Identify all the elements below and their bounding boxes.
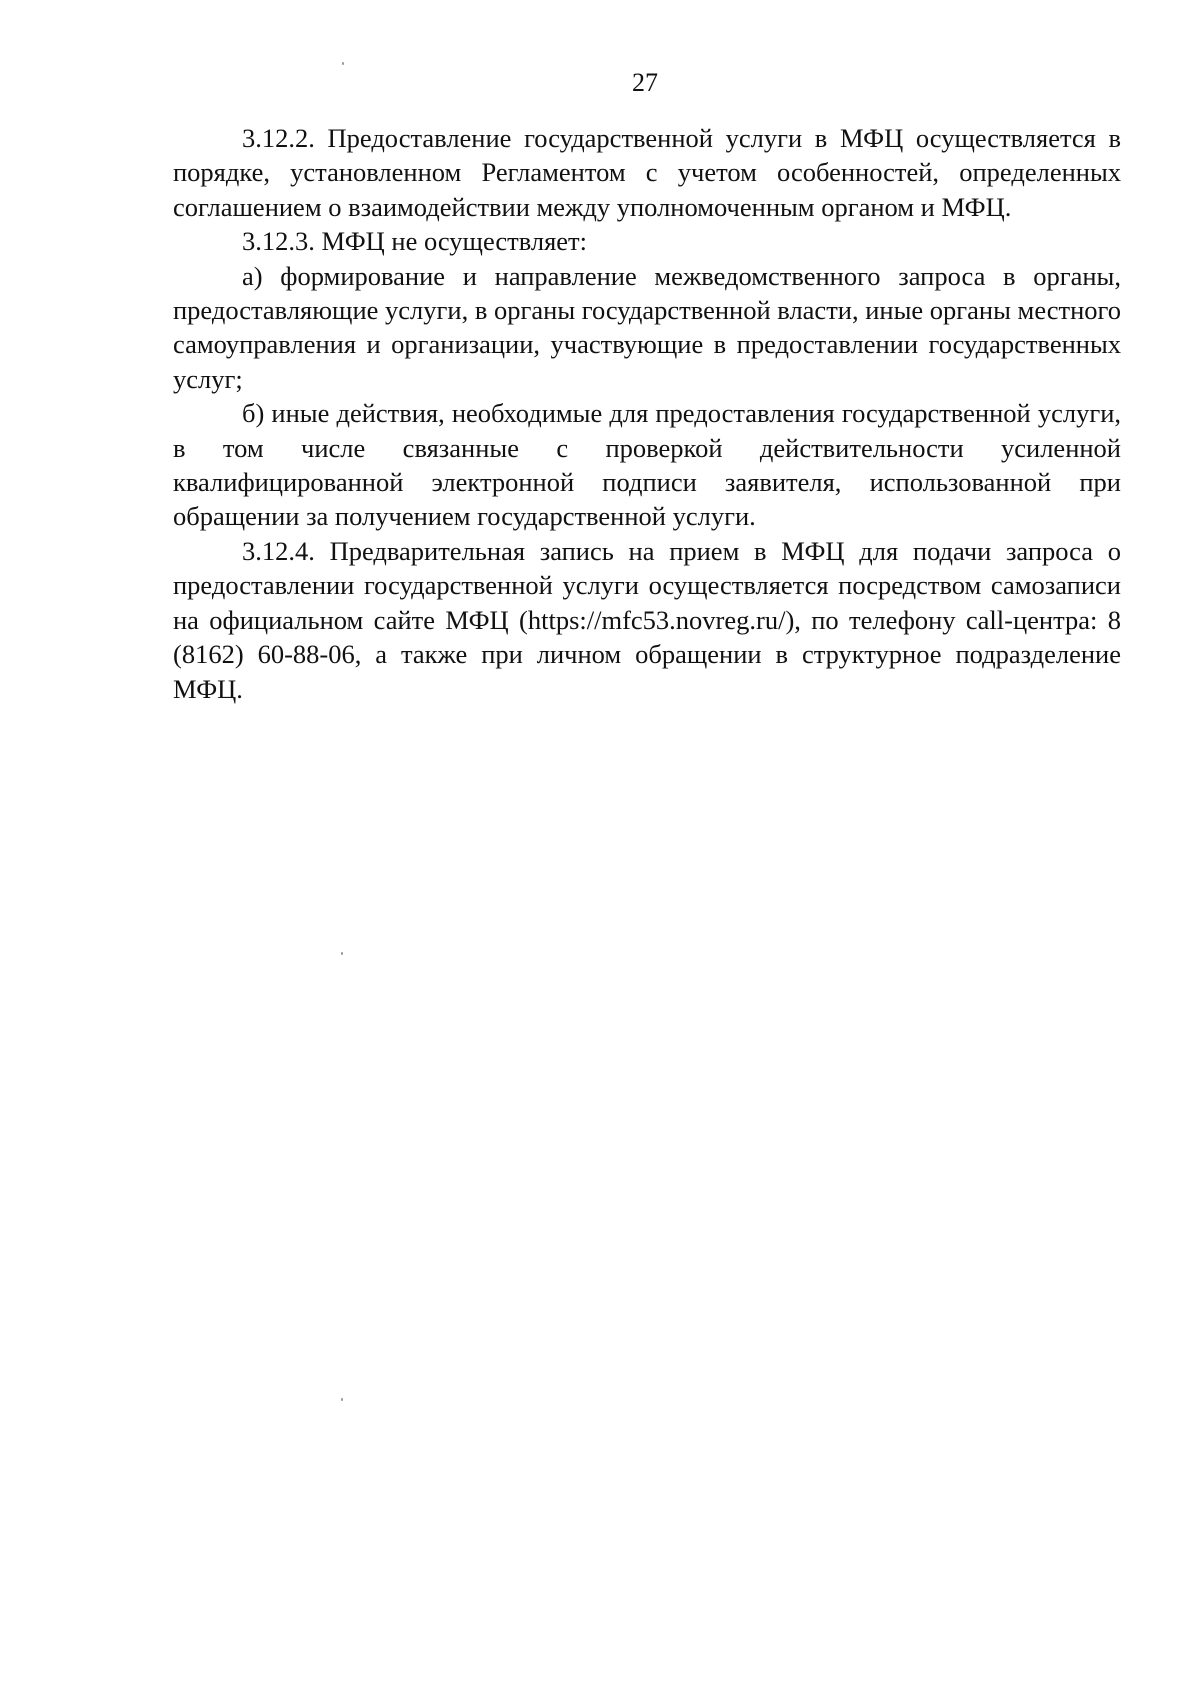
paragraph-item-b: б) иные действия, необходимые для предоставления государственной услуги, в том числе связанные с проверкой действительности усиленной квалифицированной электронной подписи заявителя, использованной при обращении за получением государственной услуги. <box>173 398 1121 532</box>
scan-speck <box>342 62 344 65</box>
scan-speck <box>341 1398 343 1401</box>
paragraph-3-12-4: 3.12.4. Предварительная запись на прием в МФЦ для подачи запроса о предоставлении государственной услуги осуществляется посредством самозаписи на официальном сайте МФЦ (https://mfc53.novreg.ru/), по телефону call-центра: 8 (8162) 60-88-06, а также при личном обращении в структурное подразделение МФЦ. <box>173 535 1121 704</box>
document-body <box>173 121 1121 706</box>
paragraph-item-a: а) формирование и направление межведомственного запроса в органы, предоставляющие услуги, в органы государственной власти, иные органы местного самоуправления и организации, участвующие в предоставлении государственных услуг; <box>173 260 1121 394</box>
page-number: 27 <box>632 68 658 97</box>
scan-speck <box>341 952 343 955</box>
paragraph-3-12-2: 3.12.2. Предоставление государственной услуги в МФЦ осуществляется в порядке, установленном Регламентом с учетом особенностей, определенных соглашением о взаимодействии между уполномоченным органом и МФЦ. <box>173 123 1121 222</box>
paragraph-3-12-3: 3.12.3. МФЦ не осуществляет: <box>242 226 588 257</box>
